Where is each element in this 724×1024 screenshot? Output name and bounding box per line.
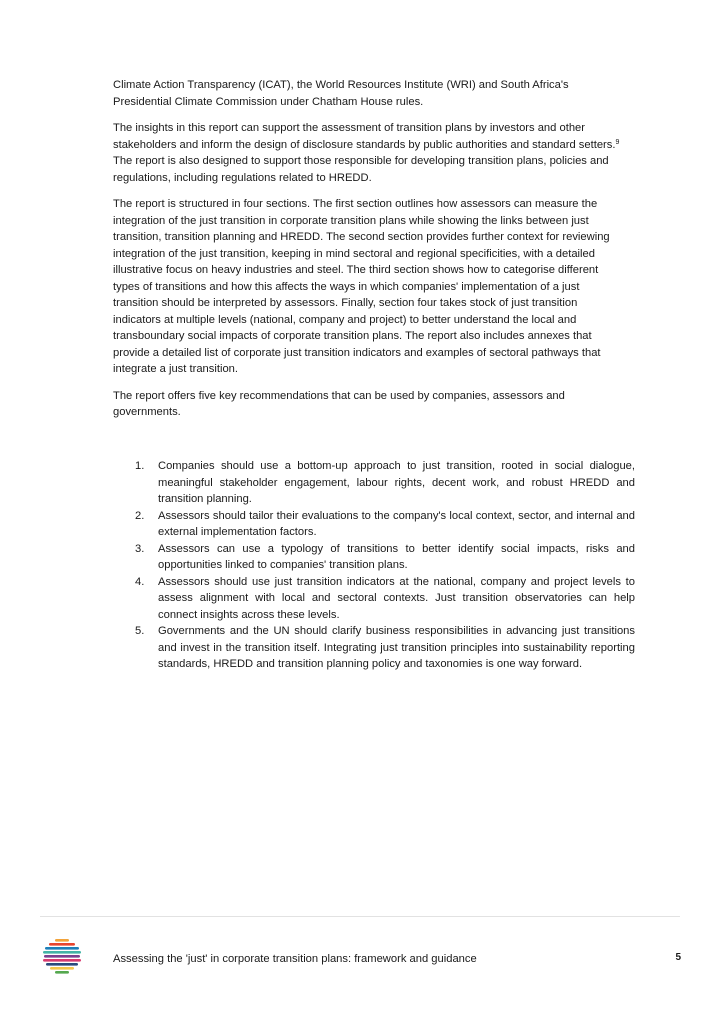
footer-divider — [40, 916, 680, 917]
logo-stripe — [43, 959, 81, 962]
insights-paragraph — [113, 120, 625, 186]
striped-globe-logo-icon — [43, 938, 83, 976]
recommendation-item — [113, 541, 635, 574]
main-text — [113, 77, 625, 431]
logo-stripe — [43, 951, 81, 954]
logo-graphic — [43, 938, 83, 976]
item-number: 4. — [135, 575, 145, 588]
recommendations-list — [113, 458, 635, 673]
item-text: Assessors can use a typology of transitions to better identify social impacts, risks and opportunities linked to companies' transition plans. — [158, 542, 635, 571]
footnote-ref[interactable]: 9 — [615, 138, 620, 146]
logo-stripe — [46, 963, 78, 966]
item-text: Assessors should use just transition indicators at the national, company and project levels to assess alignment with local and sectoral contexts. Just transition observatories can help connect insights across these levels. — [158, 575, 635, 621]
logo-stripe — [49, 943, 75, 946]
logo-stripe — [45, 947, 79, 950]
item-text: Governments and the UN should clarify business responsibilities in advancing just transitions and invest in the transition itself. Integrating just transition principles into sustainability reporting standards, HREDD and transition planning policy and taxonomies is one way forward. — [158, 625, 635, 670]
recommendation-item — [113, 508, 635, 541]
item-number: 2. — [135, 509, 145, 522]
logo-stripe — [50, 967, 74, 970]
structure-paragraph: The report is structured in four sections. The first section outlines how assessors can measure the integration of the just transition in corporate transition plans while showing the links between just transition, transition planning and HREDD. The second section provides further context for reviewing integration of the just transition, keeping in mind sectoral and regional specificities, with a detailed illustrative focus on heavy industries and steel. The third section shows how to categorise different types of transitions and how this affects the ways in which companies' implementation of a just transition should be interpreted by assessors. Finally, section four takes stock of just transition indicators at multiple levels (national, company and project) to better understand the local and transboundary social impacts of corporate transition plans. The report also includes annexes that provide a detailed list of corporate just transition indicators and examples of sectoral pathways that integrate a just transition. — [113, 198, 610, 375]
item-number: 1. — [135, 460, 145, 472]
logo-stripe — [55, 971, 69, 974]
footer-report-title: Assessing the 'just' in corporate transition plans: framework and guidance — [113, 953, 477, 965]
item-number: 3. — [135, 542, 145, 555]
intro-paragraph-continuation: Climate Action Transparency (ICAT), the World Resources Institute (WRI) and South Africa's Presidential Climate Commission under Chatham House rules. — [113, 79, 569, 108]
logo-stripe — [55, 939, 69, 942]
recommendation-item — [113, 458, 635, 508]
item-text: Companies should use a bottom-up approach to just transition, rooted in social dialogue, meaningful stakeholder engagement, labour rights, decent work, and robust HREDD and transition planning. — [158, 460, 635, 505]
logo-stripe — [44, 955, 80, 958]
item-number: 5. — [135, 625, 145, 637]
page-number: 5 — [675, 952, 681, 963]
recommendation-item — [113, 574, 635, 624]
insights-text-continued: The report is also designed to support those responsible for developing transition plans, policies and regulations, including regulations related to HREDD. — [113, 155, 609, 184]
insights-text: The insights in this report can support the assessment of transition plans by investors and other stakeholders and inform the design of disclosure standards by public authorities and standard setters. — [113, 122, 616, 151]
item-text: Assessors should tailor their evaluations to the company's local context, sector, and internal and external implementation factors. — [158, 509, 635, 538]
recommendations-intro: The report offers five key recommendations that can be used by companies, assessors and governments. — [113, 389, 565, 418]
recommendation-item — [113, 623, 635, 673]
